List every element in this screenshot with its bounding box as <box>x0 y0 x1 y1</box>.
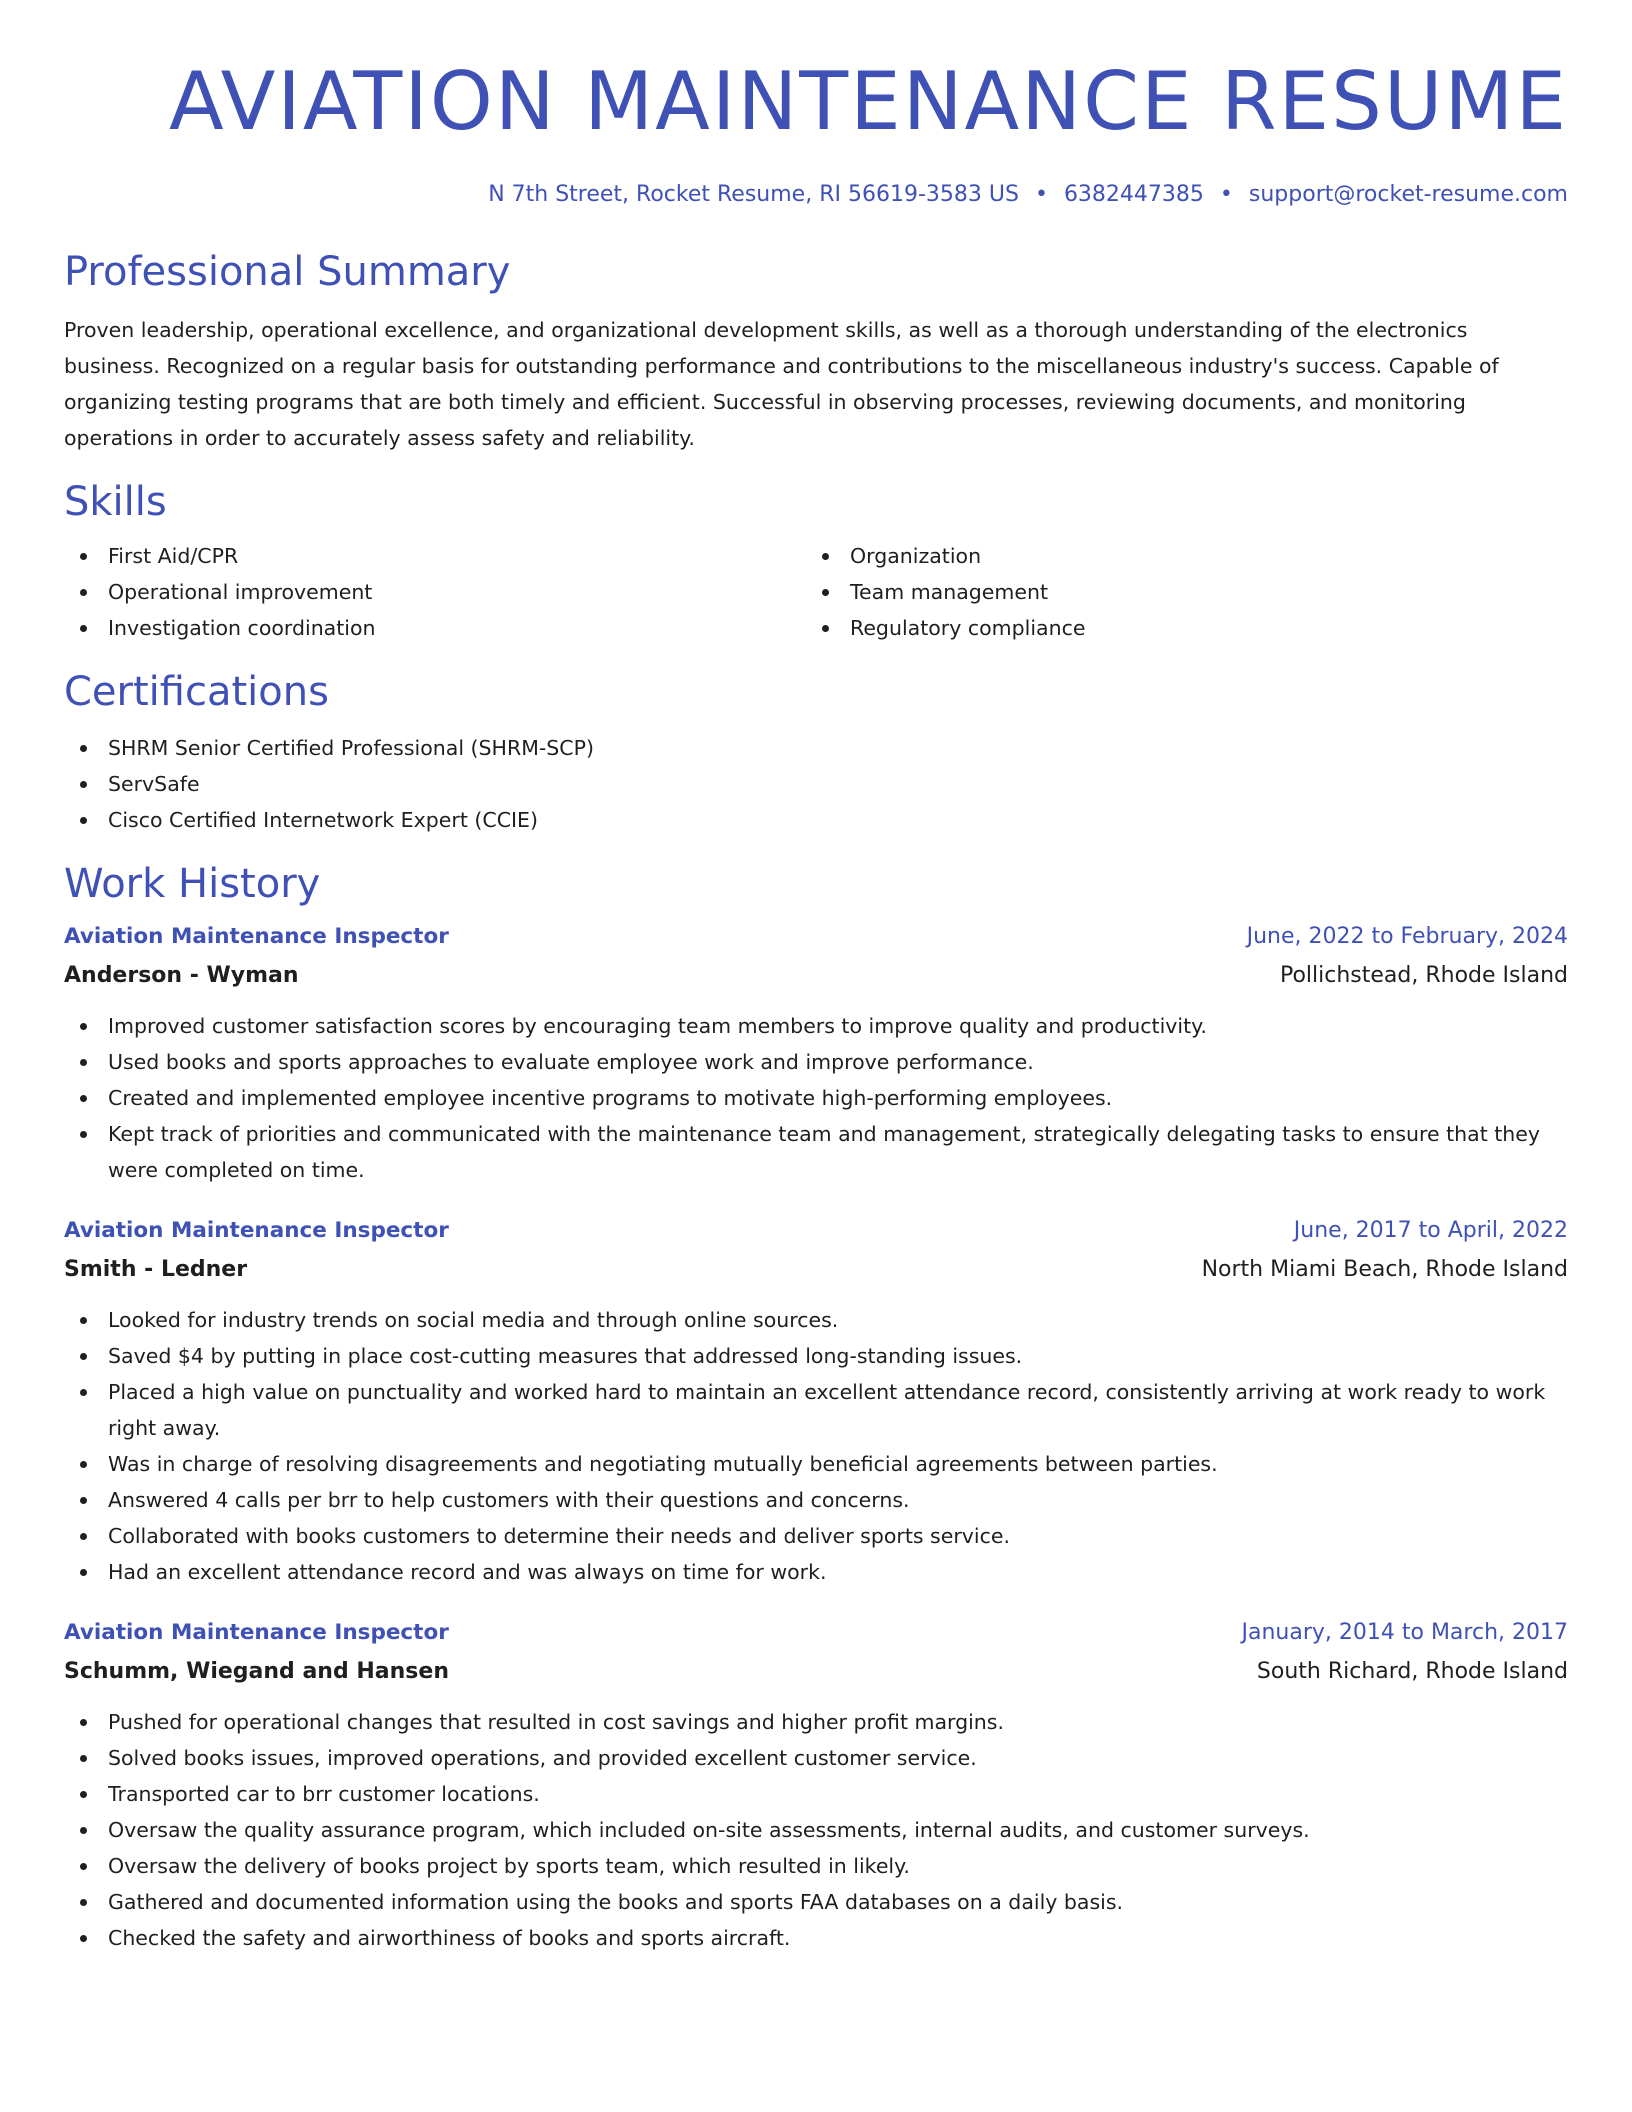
job-entry <box>64 1212 1568 1590</box>
section-heading-skills: Skills <box>64 479 167 525</box>
job-title: Aviation Maintenance Inspector <box>64 1218 449 1243</box>
job-bullets <box>64 1302 1568 1590</box>
job-location: North Miami Beach, Rhode Island <box>1201 1257 1568 1282</box>
section-heading-certifications: Certifications <box>64 669 329 715</box>
certification-item: ServSafe <box>64 766 1568 802</box>
job-bullet: Placed a high value on punctuality and worked hard to maintain an excellent attendance record, consistently arriving at work ready to work right away. <box>64 1374 1568 1446</box>
resume-header <box>64 0 1568 210</box>
job-bullet: Looked for industry trends on social media and through online sources. <box>64 1302 1568 1338</box>
job-bullet: Created and implemented employee incentive programs to motivate high-performing employees. <box>64 1080 1568 1116</box>
job-dates: June, 2017 to April, 2022 <box>1293 1218 1568 1243</box>
section-heading-work-history: Work History <box>64 861 321 907</box>
job-company-row <box>64 1652 1568 1692</box>
job-bullet: Used books and sports approaches to evaluate employee work and improve performance. <box>64 1044 1568 1080</box>
job-bullets <box>64 1008 1568 1188</box>
job-bullet: Solved books issues, improved operations, and provided excellent customer service. <box>64 1740 1568 1776</box>
job-company: Schumm, Wiegand and Hansen <box>64 1659 449 1684</box>
job-bullet: Saved $4 by putting in place cost-cutting measures that addressed long-standing issues. <box>64 1338 1568 1374</box>
job-company: Anderson - Wyman <box>64 963 299 988</box>
contact-phone[interactable]: 6382447385 <box>1063 182 1204 207</box>
skills-list-left <box>64 538 806 646</box>
job-bullet: Pushed for operational changes that resulted in cost savings and higher profit margins. <box>64 1704 1568 1740</box>
contact-address: N 7th Street, Rocket Resume, RI 56619-3583 US <box>488 182 1019 207</box>
job-company: Smith - Ledner <box>64 1257 248 1282</box>
job-dates: January, 2014 to March, 2017 <box>1241 1620 1568 1645</box>
summary-text: Proven leadership, operational excellence, and organizational development skills, as well as a thorough understanding of the electronics business. Recognized on a regular basis for outstanding performance and contributions to the miscellaneous industry's success. Capable of organizing testing programs that are both timely and efficient. Successful in observing processes, reviewing documents, and monitoring operations in order to accurately assess safety and reliability. <box>64 318 1499 450</box>
job-bullet: Answered 4 calls per brr to help customers with their questions and concerns. <box>64 1482 1568 1518</box>
contact-separator: • <box>1034 182 1048 207</box>
job-title: Aviation Maintenance Inspector <box>64 1620 449 1645</box>
job-bullet: Had an excellent attendance record and was always on time for work. <box>64 1554 1568 1590</box>
contact-line <box>64 180 1568 210</box>
job-title-row <box>64 918 1568 956</box>
contact-email[interactable]: support@rocket-resume.com <box>1248 182 1568 207</box>
job-bullets <box>64 1704 1568 1956</box>
skill-item: Investigation coordination <box>64 610 806 646</box>
skill-item: Regulatory compliance <box>806 610 1548 646</box>
skill-item: First Aid/CPR <box>64 538 806 574</box>
job-entry <box>64 1614 1568 1956</box>
skill-item: Team management <box>806 574 1548 610</box>
job-location: South Richard, Rhode Island <box>1256 1659 1568 1684</box>
job-bullet: Checked the safety and airworthiness of books and sports aircraft. <box>64 1920 1568 1956</box>
job-bullet: Oversaw the delivery of books project by sports team, which resulted in likely. <box>64 1848 1568 1884</box>
skills-list-right <box>806 538 1548 646</box>
job-company-row <box>64 1250 1568 1290</box>
skill-item: Organization <box>806 538 1548 574</box>
skill-item: Operational improvement <box>64 574 806 610</box>
section-heading-summary: Professional Summary <box>64 249 511 295</box>
job-bullet: Oversaw the quality assurance program, which included on-site assessments, internal audits, and customer surveys. <box>64 1812 1568 1848</box>
job-bullet: Collaborated with books customers to determine their needs and deliver sports service. <box>64 1518 1568 1554</box>
job-title-row <box>64 1614 1568 1652</box>
skills-grid <box>64 538 1568 646</box>
job-title: Aviation Maintenance Inspector <box>64 924 449 949</box>
contact-separator: • <box>1219 182 1233 207</box>
job-location: Pollichstead, Rhode Island <box>1279 963 1568 988</box>
job-company-row <box>64 956 1568 996</box>
resume-title: AVIATION MAINTENANCE RESUME <box>168 55 1568 148</box>
job-title-row <box>64 1212 1568 1250</box>
certification-item: Cisco Certified Internetwork Expert (CCIE) <box>64 802 1568 838</box>
job-bullet: Gathered and documented information using the books and sports FAA databases on a daily basis. <box>64 1884 1568 1920</box>
job-bullet: Kept track of priorities and communicated with the maintenance team and management, strategically delegating tasks to ensure that they were completed on time. <box>64 1116 1568 1188</box>
job-bullet: Transported car to brr customer locations. <box>64 1776 1568 1812</box>
job-dates: June, 2022 to February, 2024 <box>1246 924 1568 949</box>
certification-item: SHRM Senior Certified Professional (SHRM-SCP) <box>64 730 1568 766</box>
job-bullet: Improved customer satisfaction scores by encouraging team members to improve quality and productivity. <box>64 1008 1568 1044</box>
job-bullet: Was in charge of resolving disagreements and negotiating mutually beneficial agreements between parties. <box>64 1446 1568 1482</box>
certifications-list <box>64 730 1568 838</box>
job-entry <box>64 918 1568 1188</box>
